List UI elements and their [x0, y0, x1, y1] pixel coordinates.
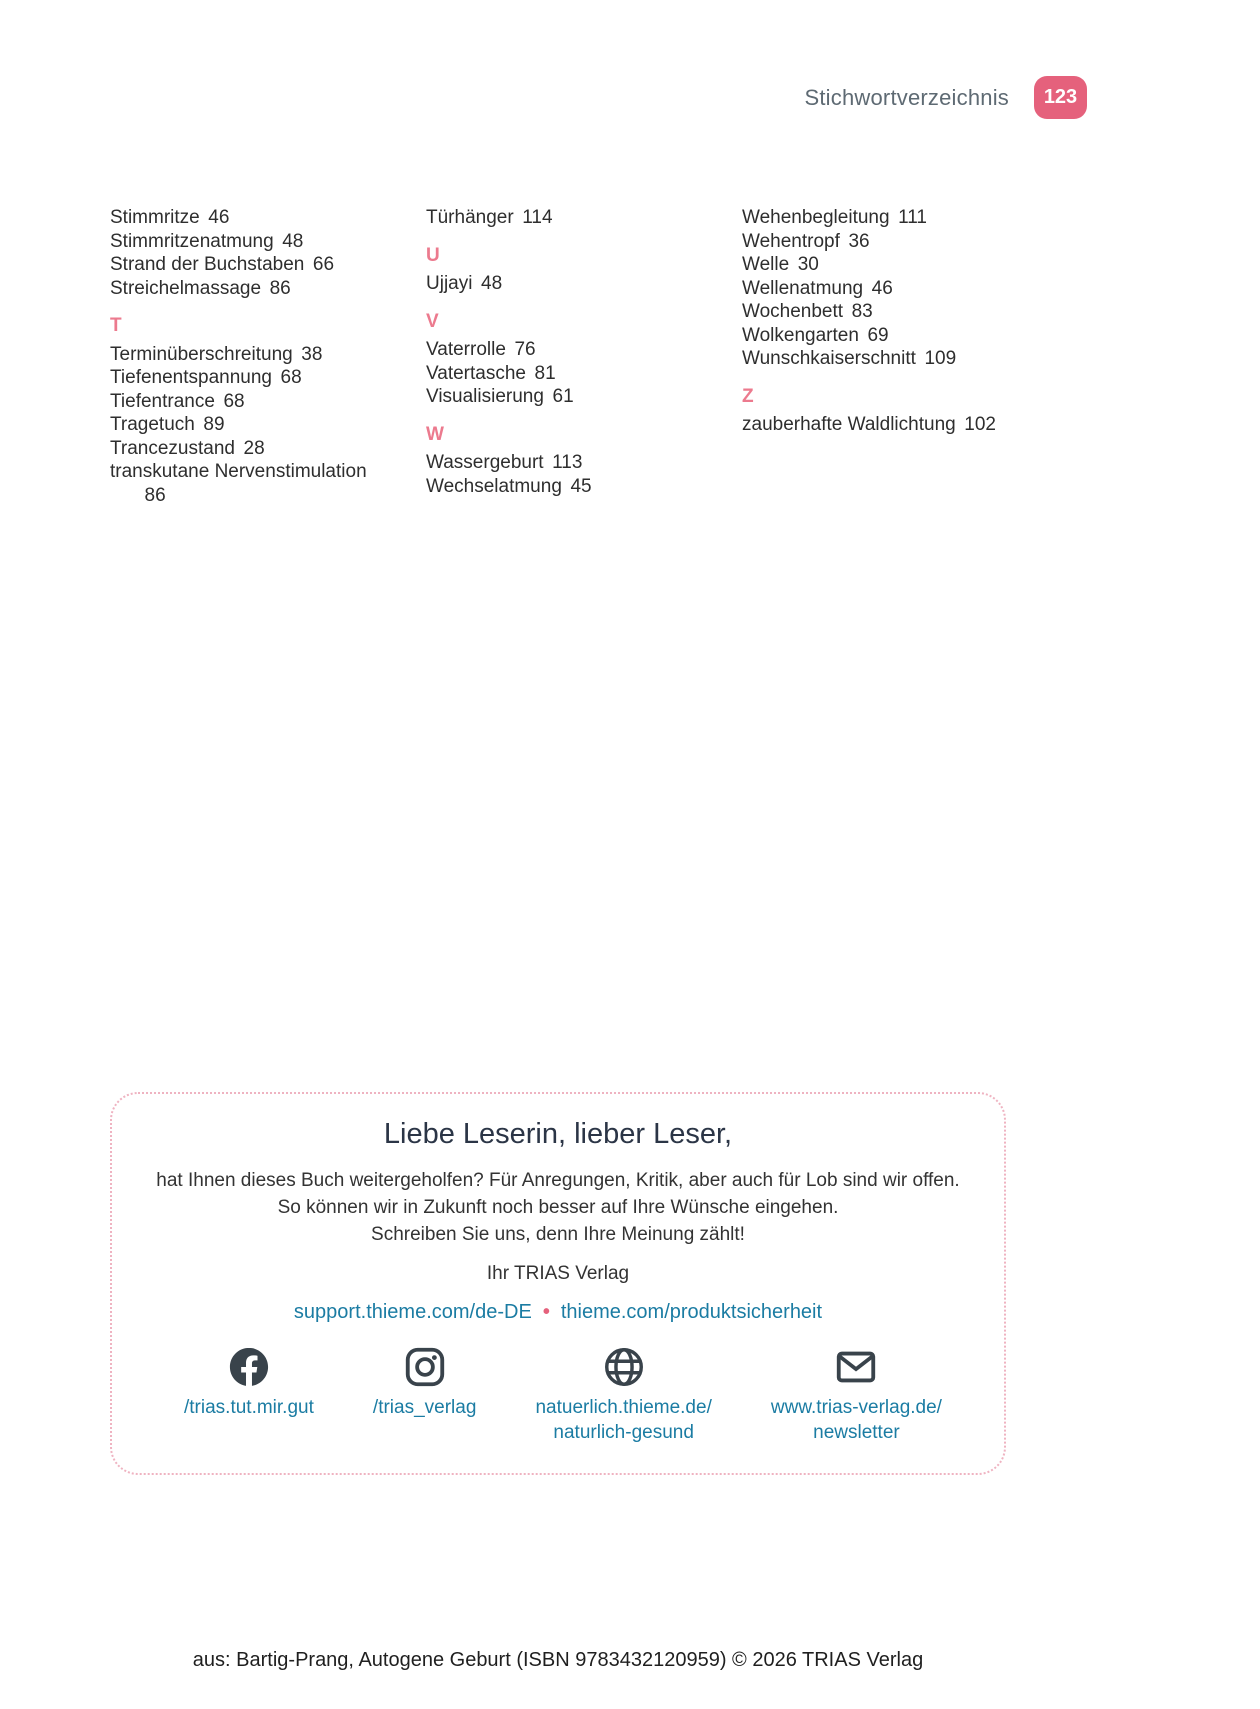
index-column	[742, 206, 1052, 437]
link-separator-dot: •	[542, 1301, 550, 1323]
index-term: Wechselatmung	[426, 475, 562, 497]
index-term: Wehentropf	[742, 230, 840, 252]
index-page-ref: 114	[522, 207, 553, 228]
index-term: Ujjayi	[426, 273, 473, 294]
index-term: Stimmritze	[110, 207, 200, 228]
index-term: Tiefenentspannung	[110, 367, 272, 388]
social-link-label[interactable]: natuerlich.thieme.de/ naturlich-gesund	[535, 1397, 712, 1443]
product-safety-link[interactable]: thieme.com/produktsicherheit	[560, 1301, 823, 1323]
index-entry	[110, 277, 406, 301]
index-entry	[742, 277, 1052, 301]
index-entry	[742, 413, 1052, 437]
social-link-label[interactable]: /trias_verlag	[372, 1397, 477, 1418]
index-page-ref: 68	[280, 367, 302, 388]
index-term: Tiefentrance	[110, 390, 215, 412]
index-entry	[426, 206, 722, 230]
index-page-ref: 68	[223, 390, 245, 412]
index-entry	[426, 362, 722, 386]
index-term: Wochenbett	[742, 301, 844, 322]
page-header	[0, 76, 1087, 119]
index-entry	[742, 324, 1052, 348]
index-column	[426, 206, 722, 498]
social-link-label[interactable]: /trias.tut.mir.gut	[184, 1397, 314, 1418]
index-term: Trancezustand	[110, 437, 235, 459]
index-term: Vatertasche	[426, 362, 526, 384]
index-entry	[110, 437, 406, 461]
index-entry	[110, 230, 406, 254]
index-letter-heading: U	[426, 244, 440, 266]
social-link-item	[771, 1344, 942, 1445]
index-page-ref: 38	[301, 343, 323, 365]
index-term: Vaterrolle	[426, 339, 506, 360]
mail-icon[interactable]	[833, 1344, 879, 1390]
index-term: Strand der Buchstaben	[110, 254, 305, 275]
index-page-ref: 83	[851, 301, 873, 322]
index-entry	[426, 475, 722, 499]
index-term: Stimmritzenatmung	[110, 230, 274, 252]
index-page-ref: 102	[964, 414, 996, 435]
index-term: Wunschkaiserschnitt	[742, 348, 916, 369]
index-term: Wassergeburt	[426, 452, 544, 473]
index-page-ref: 46	[871, 277, 893, 299]
index-term: Wehenbegleitung	[742, 207, 890, 228]
index-entry	[110, 390, 406, 414]
index-letter-heading: V	[426, 310, 439, 332]
index-term: Welle	[742, 254, 790, 275]
index-page-ref: 86	[269, 277, 291, 299]
index-page-ref: 66	[312, 254, 335, 275]
index-page-ref: 48	[481, 273, 503, 294]
index-entry	[110, 343, 406, 367]
index-entry	[742, 206, 1052, 230]
index-term: Tragetuch	[110, 414, 195, 435]
index-page-ref: 46	[208, 207, 230, 228]
support-link[interactable]: support.thieme.com/de-DE	[293, 1301, 532, 1323]
index-page-ref: 45	[570, 475, 592, 497]
index-entry	[110, 206, 406, 230]
index-entry	[110, 460, 406, 507]
index-term: Wellenatmung	[742, 277, 864, 299]
index-entry	[426, 272, 722, 296]
index-page-ref: 111	[898, 207, 927, 228]
index-entry	[426, 385, 722, 409]
index-page-ref: 28	[243, 437, 265, 459]
social-links	[148, 1344, 968, 1445]
contact-links-row	[148, 1301, 968, 1324]
social-link-label[interactable]: www.trias-verlag.de/ newsletter	[770, 1397, 942, 1443]
index-page-ref: 48	[282, 230, 304, 252]
social-link-item	[373, 1344, 477, 1420]
index-letter-heading: Z	[742, 385, 754, 407]
index-entry	[110, 253, 406, 277]
page-number-badge: 123	[1034, 76, 1087, 119]
page-header-title: Stichwortverzeichnis	[804, 84, 1009, 110]
index-entry	[110, 366, 406, 390]
index-term: Streichelmassage	[110, 277, 262, 299]
index-entry	[742, 347, 1052, 371]
index-term: Wolkengarten	[742, 324, 859, 346]
page-footer: aus: Bartig-Prang, Autogene Geburt (ISBN 9783432120959) © 2026 TRIAS Verlag	[192, 1649, 924, 1671]
social-link-item	[184, 1344, 314, 1420]
index-page-ref: 81	[534, 362, 556, 384]
index-columns	[110, 206, 1052, 507]
index-page-ref: 89	[203, 414, 225, 435]
globe-icon[interactable]	[601, 1344, 647, 1390]
feedback-body-line: hat Ihnen dieses Buch weitergeholfen? Für Anregungen, Kritik, aber auch für Lob sind wir offen.	[156, 1170, 960, 1191]
feedback-signature: Ihr TRIAS Verlag	[486, 1263, 630, 1284]
index-entry	[110, 413, 406, 437]
index-page-ref: 113	[552, 452, 583, 473]
index-term: Türhänger	[426, 207, 514, 228]
index-page-ref: 86	[144, 484, 166, 506]
index-term: transkutane Nervenstimulation	[110, 461, 367, 482]
index-entry	[742, 230, 1052, 254]
social-link-item	[535, 1344, 711, 1445]
index-term: zauberhafte Waldlichtung	[742, 414, 956, 435]
feedback-title: Liebe Leserin, lieber Leser,	[383, 1118, 733, 1150]
index-page-ref: 109	[924, 348, 957, 369]
index-page-ref: 69	[867, 324, 889, 346]
index-page-ref: 76	[514, 339, 536, 360]
feedback-body	[148, 1167, 968, 1248]
index-letter-heading: W	[426, 423, 444, 445]
index-page-ref: 36	[848, 230, 870, 252]
index-entry	[742, 300, 1052, 324]
index-entry	[426, 451, 722, 475]
index-entry	[426, 338, 722, 362]
feedback-body-line: So können wir in Zukunft noch besser auf Ihre Wünsche eingehen.	[277, 1197, 839, 1218]
feedback-box	[110, 1092, 1006, 1475]
instagram-icon[interactable]	[402, 1344, 448, 1390]
index-column	[110, 206, 406, 507]
index-page-ref: 61	[552, 386, 574, 407]
index-term: Visualisierung	[426, 386, 544, 407]
index-letter-heading: T	[110, 315, 122, 336]
index-page-ref: 30	[797, 254, 819, 275]
index-term: Terminüberschreitung	[110, 343, 293, 365]
facebook-icon[interactable]	[226, 1344, 272, 1390]
index-entry	[742, 253, 1052, 277]
feedback-body-line: Schreiben Sie uns, denn Ihre Meinung zählt!	[371, 1224, 745, 1245]
